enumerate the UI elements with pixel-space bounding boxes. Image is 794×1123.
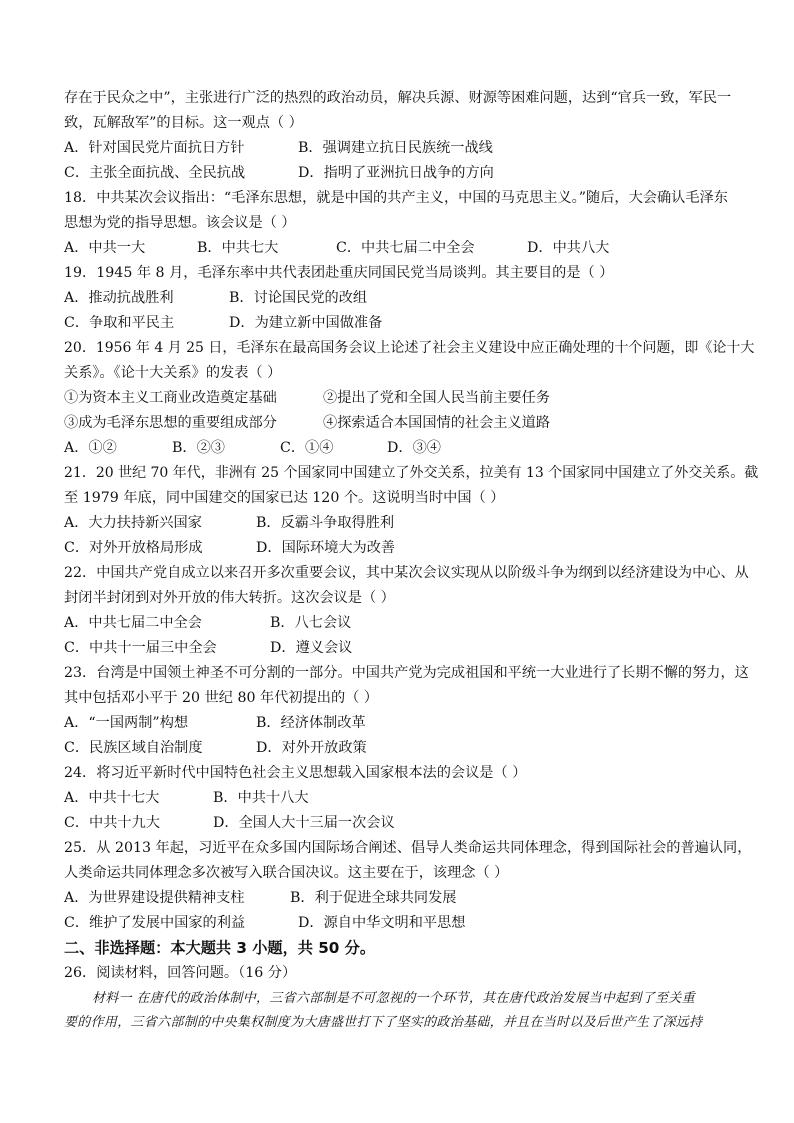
- q25-stem-line2: 人类命运共同体理念多次被写入联合国决议。这主要在于，该理念（ ）: [64, 865, 509, 881]
- q20-option-d: D．③④: [387, 440, 441, 456]
- q22-stem-line2: 封闭半封闭到对外开放的伟大转折。这次会议是（ ）: [64, 590, 395, 606]
- q21-option-d: D．国际环境大为改善: [256, 540, 396, 556]
- q19-option-a: A．推动抗战胜利: [64, 290, 174, 306]
- q22-option-b: B．八七会议: [270, 615, 352, 631]
- q17-stem-line1: 存在于民众之中”，主张进行广泛的热烈的政治动员，解决兵源、财源等困难问题，达到“官兵一致，军民一: [64, 90, 732, 106]
- q24-stem-line1: 24．将习近平新时代中国特色社会主义思想载入国家根本法的会议是（ ）: [64, 765, 527, 781]
- q20-option-c: C．①④: [280, 440, 334, 456]
- q26-material-line2: 要的作用，三省六部制的中央集权制度为大唐盛世打下了坚实的政治基础，并且在当时以及后世产生了深远持: [64, 1015, 703, 1030]
- q20-stem-line1: 20．1956 年 4 月 25 日，毛泽东在最高国务会议上论述了社会主义建设中应正确处理的十个问题，即《论十大: [64, 340, 755, 356]
- q17-option-d: D．指明了亚洲抗日战争的方向: [298, 165, 494, 181]
- q25-option-c: C．维护了发展中国家的利益: [64, 915, 246, 931]
- q23-stem-line2: 其中包括邓小平于 20 世纪 80 年代初提出的（ ）: [64, 690, 379, 706]
- q21-stem-line1: 21．20 世纪 70 年代，非洲有 25 个国家同中国建立了外交关系，拉美有 13 个国家同中国建立了外交关系。截: [64, 465, 759, 481]
- q20-stem-line2: 关系》。《论十大关系》的发表（ ）: [64, 365, 282, 381]
- q21-stem-line2: 至 1979 年底，同中国建交的国家已达 120 个。这说明当时中国（ ）: [64, 490, 505, 506]
- q24-option-d: D．全国人大十三届一次会议: [213, 815, 395, 831]
- q23-option-d: D．对外开放政策: [256, 740, 367, 756]
- q24-option-a: A．中共十七大: [64, 790, 160, 806]
- q18-option-c: C．中共七届二中全会: [336, 240, 475, 256]
- q25-option-b: B．利于促进全球共同发展: [290, 890, 457, 906]
- q22-option-a: A．中共七届二中全会: [64, 615, 202, 631]
- q17-option-b: B．强调建立抗日民族统一战线: [298, 140, 493, 156]
- q20-item-2: ②提出了党和全国人民当前主要任务: [323, 390, 551, 406]
- q23-stem-line1: 23．台湾是中国领土神圣不可分割的一部分。中国共产党为完成祖国和平统一大业进行了长期不懈的努力，这: [64, 665, 749, 681]
- q22-option-d: D．遵义会议: [270, 640, 353, 656]
- q26-material-line1: 材料一 在唐代的政治体制中，三省六部制是不可忽视的一个环节，其在唐代政治发展当中起到了至关重: [92, 991, 695, 1006]
- q23-option-c: C．民族区域自治制度: [64, 740, 203, 756]
- q18-option-a: A．中共一大: [64, 240, 146, 256]
- q19-option-d: D．为建立新中国做准备: [229, 315, 383, 331]
- q23-option-a: A．“一国两制”构想: [64, 715, 189, 731]
- q20-option-b: B．②③: [172, 440, 225, 456]
- q21-option-c: C．对外开放格局形成: [64, 540, 203, 556]
- q25-option-d: D．源自中华文明和平思想: [298, 915, 466, 931]
- q19-option-c: C．争取和平民主: [64, 315, 175, 331]
- q25-stem-line1: 25．从 2013 年起，习近平在众多国内国际场合阐述、倡导人类命运共同体理念，得到国际社会的普遍认同，: [64, 840, 752, 856]
- q18-option-b: B．中共七大: [197, 240, 279, 256]
- q24-option-b: B．中共十八大: [213, 790, 309, 806]
- q17-stem-line2: 致，瓦解敌军”的目标。这一观点（ ）: [64, 115, 303, 131]
- q20-item-4: ④探索适合本国国情的社会主义道路: [323, 415, 551, 431]
- q19-stem-line1: 19．1945 年 8 月，毛泽东率中共代表团赴重庆同国民党当局谈判。其主要目的是（ ）: [64, 265, 614, 281]
- q21-option-b: B．反霸斗争取得胜利: [256, 515, 395, 531]
- q20-item-3: ③成为毛泽东思想的重要组成部分: [64, 415, 277, 431]
- q22-stem-line1: 22．中国共产党自成立以来召开多次重要会议，其中某次会议实现从以阶级斗争为纲到以经济建设为中心、从: [64, 565, 749, 581]
- q24-option-c: C．中共十九大: [64, 815, 160, 831]
- q17-option-c: C．主张全面抗战、全民抗战: [64, 165, 246, 181]
- q21-option-a: A．大力扶持新兴国家: [64, 515, 202, 531]
- q20-item-1: ①为资本主义工商业改造奠定基础: [64, 390, 277, 406]
- q18-option-d: D．中共八大: [527, 240, 610, 256]
- q18-stem-line2: 思想为党的指导思想。该会议是（ ）: [64, 215, 296, 231]
- q19-option-b: B．讨论国民党的改组: [229, 290, 368, 306]
- section-2-heading: 二、非选择题：本大题共 3 小题，共 50 分。: [64, 939, 376, 957]
- q22-option-c: C．中共十一届三中全会: [64, 640, 217, 656]
- q23-option-b: B．经济体制改革: [256, 715, 366, 731]
- q20-option-a: A．①②: [64, 440, 117, 456]
- q18-stem-line1: 18．中共某次会议指出：“毛泽东思想，就是中国的共产主义，中国的马克思主义。”随后，大会确认毛泽东: [64, 190, 728, 206]
- q17-option-a: A．针对国民党片面抗日方针: [64, 140, 245, 156]
- q25-option-a: A．为世界建设提供精神支柱: [64, 890, 245, 906]
- q26-stem-line1: 26．阅读材料，回答问题。（16 分）: [64, 965, 297, 981]
